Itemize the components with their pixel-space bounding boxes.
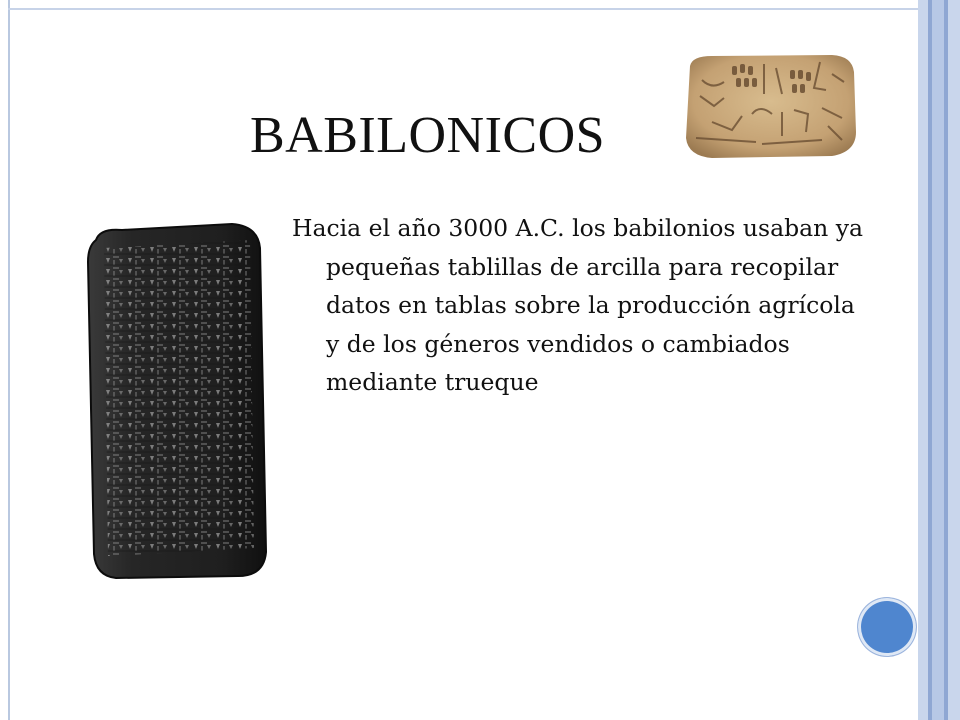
cuneiform-stone-tablet-image [82,222,272,580]
decorative-side-bar [948,0,960,720]
decorative-circle [858,598,916,656]
slide-frame-left [8,0,10,720]
clay-tablet-image [682,52,858,160]
slide-frame-top [8,8,920,10]
slide-title: BABILONICOS [250,107,606,164]
slide-body-text: Hacia el año 3000 A.C. los babilonios usaban ya pequeñas tablillas de arcilla para recopilar datos en tablas sobre la producción agrícola y de los géneros vendidos o cambiados mediante trueque [292,214,864,396]
decorative-side-bar [932,0,944,720]
decorative-side-bar [918,0,928,720]
